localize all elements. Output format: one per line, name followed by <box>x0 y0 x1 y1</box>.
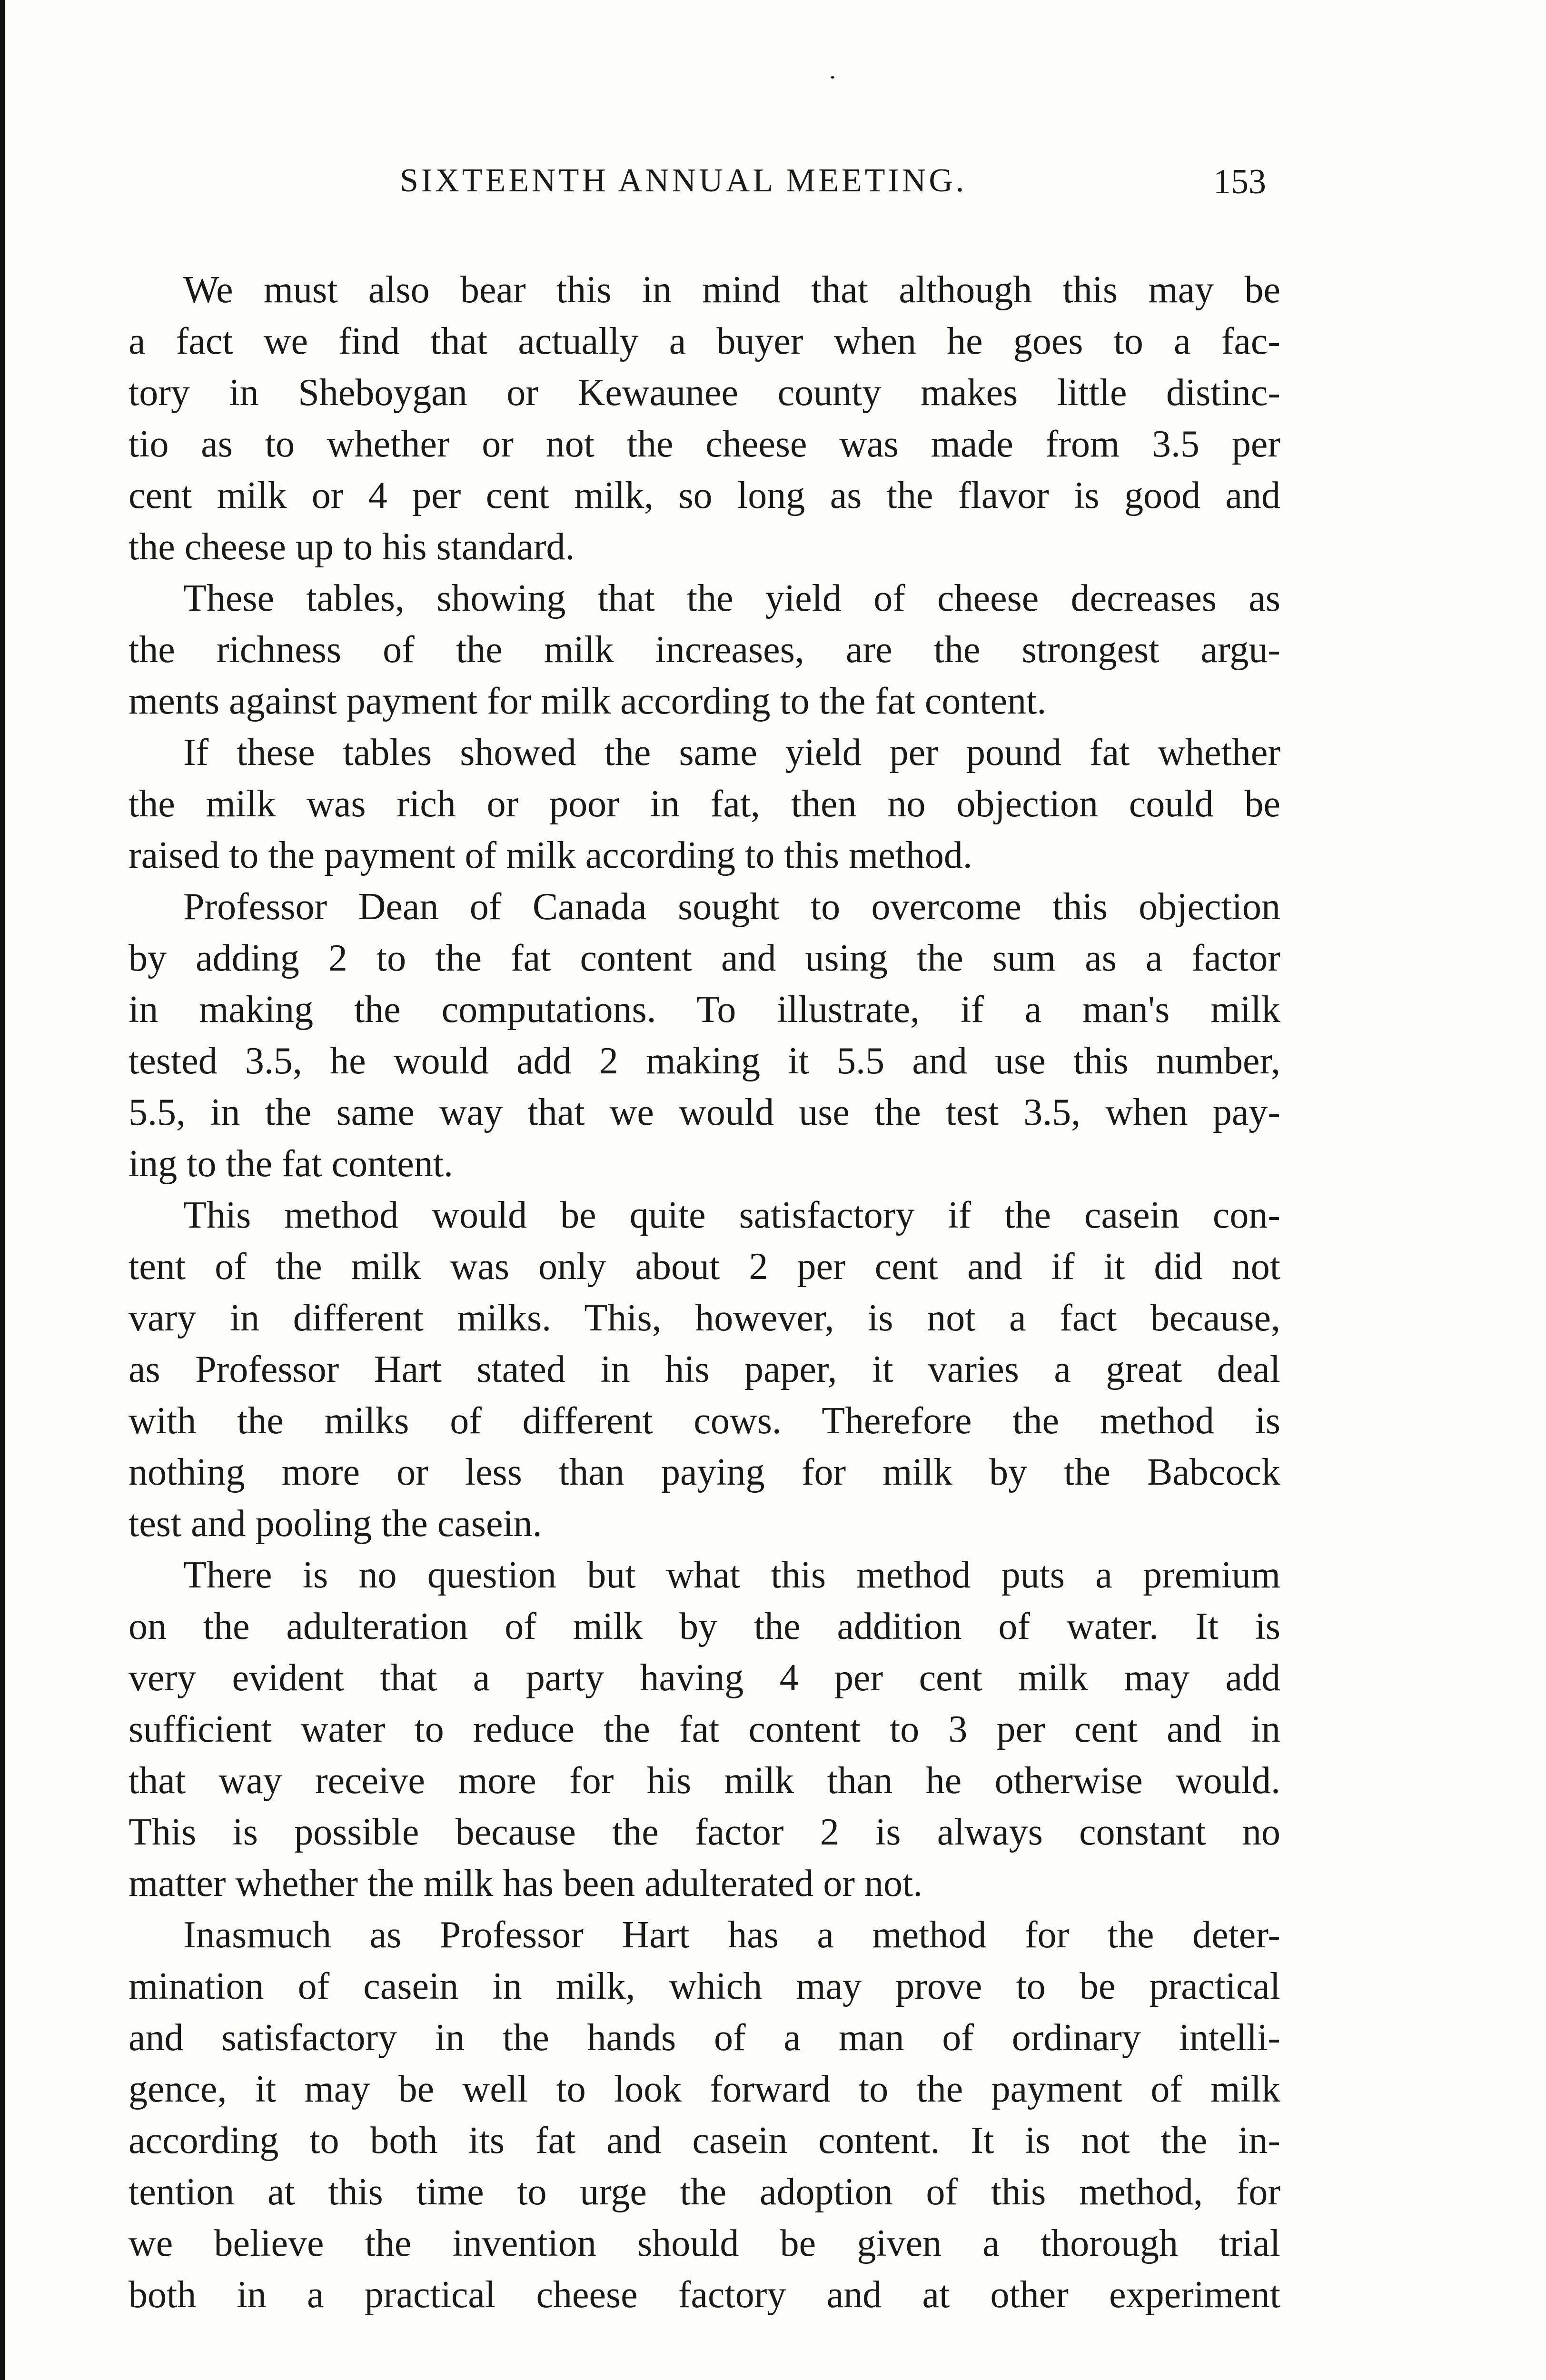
text-line: 5.5, in the same way that we would use the test 3.5, when pay- <box>129 1091 1280 1133</box>
text-line: raised to the payment of milk according to this method. <box>129 834 972 876</box>
text-line: mination of casein in milk, which may prove to be practical <box>129 1965 1280 2007</box>
paragraph <box>129 727 1280 881</box>
text-line: we believe the invention should be given a thorough trial <box>129 2222 1280 2264</box>
text-line: the richness of the milk increases, are the strongest argu- <box>129 629 1280 671</box>
text-line: tent of the milk was only about 2 per cent and if it did not <box>129 1246 1280 1288</box>
text-line: the cheese up to his standard. <box>129 526 575 568</box>
text-line: both in a practical cheese factory and at other experiment <box>129 2274 1280 2316</box>
text-line: Inasmuch as Professor Hart has a method for the deter- <box>183 1914 1280 1956</box>
running-head: SIXTEENTH ANNUAL MEETING. <box>400 162 967 199</box>
text-line: gence, it may be well to look forward to the payment of milk <box>129 2068 1280 2110</box>
text-line: ing to the fat content. <box>129 1143 454 1185</box>
scan-edge-left <box>0 0 5 2380</box>
text-line: Professor Dean of Canada sought to overcome this objection <box>183 886 1280 928</box>
text-line: vary in different milks. This, however, is not a fact because, <box>129 1297 1280 1339</box>
paragraph <box>129 1190 1280 1549</box>
paragraph <box>129 573 1280 727</box>
text-line: on the adulteration of milk by the addition of water. It is <box>129 1606 1280 1647</box>
page-header <box>129 162 1266 209</box>
text-line: very evident that a party having 4 per cent milk may add <box>129 1657 1280 1699</box>
text-line: that way receive more for his milk than he otherwise would. <box>129 1760 1280 1802</box>
text-line: tio as to whether or not the cheese was made from 3.5 per <box>129 423 1280 465</box>
text-line: These tables, showing that the yield of cheese decreases as <box>183 577 1280 619</box>
text-line: matter whether the milk has been adulterated or not. <box>129 1863 923 1904</box>
text-line: This is possible because the factor 2 is always constant no <box>129 1811 1280 1853</box>
paragraph <box>129 264 1280 573</box>
paragraph <box>129 1909 1280 2320</box>
text-line: nothing more or less than paying for milk by the Babcock <box>129 1451 1280 1493</box>
text-line: as Professor Hart stated in his paper, it varies a great deal <box>129 1349 1280 1390</box>
text-line: a fact we find that actually a buyer when he goes to a fac- <box>129 320 1280 362</box>
text-line: in making the computations. To illustrate, if a man's milk <box>129 989 1280 1031</box>
body-text <box>129 264 1280 2320</box>
page-number: 153 <box>1213 162 1266 201</box>
text-line: We must also bear this in mind that although this may be <box>183 269 1280 311</box>
text-line: tested 3.5, he would add 2 making it 5.5 and use this number, <box>129 1040 1280 1082</box>
text-line: sufficient water to reduce the fat content to 3 per cent and in <box>129 1708 1280 1750</box>
text-line: with the milks of different cows. Therefore the method is <box>129 1400 1280 1442</box>
text-line: and satisfactory in the hands of a man of ordinary intelli- <box>129 2017 1280 2059</box>
text-line: according to both its fat and casein content. It is not the in- <box>129 2120 1280 2162</box>
ink-speck <box>831 76 834 79</box>
text-line: tention at this time to urge the adoption of this method, for <box>129 2171 1280 2213</box>
text-line: There is no question but what this method puts a premium <box>183 1554 1280 1596</box>
paragraph <box>129 1549 1280 1909</box>
text-line: the milk was rich or poor in fat, then no objection could be <box>129 783 1280 825</box>
text-line: ments against payment for milk according to the fat content. <box>129 680 1047 722</box>
text-line: tory in Sheboygan or Kewaunee county makes little distinc- <box>129 372 1280 414</box>
text-line: by adding 2 to the fat content and using the sum as a factor <box>129 937 1280 979</box>
paragraph <box>129 881 1280 1190</box>
text-line: test and pooling the casein. <box>129 1503 542 1545</box>
text-line: This method would be quite satisfactory if the casein con- <box>183 1194 1280 1236</box>
text-line: cent milk or 4 per cent milk, so long as the flavor is good and <box>129 475 1280 516</box>
text-line: If these tables showed the same yield per pound fat whether <box>183 732 1280 774</box>
